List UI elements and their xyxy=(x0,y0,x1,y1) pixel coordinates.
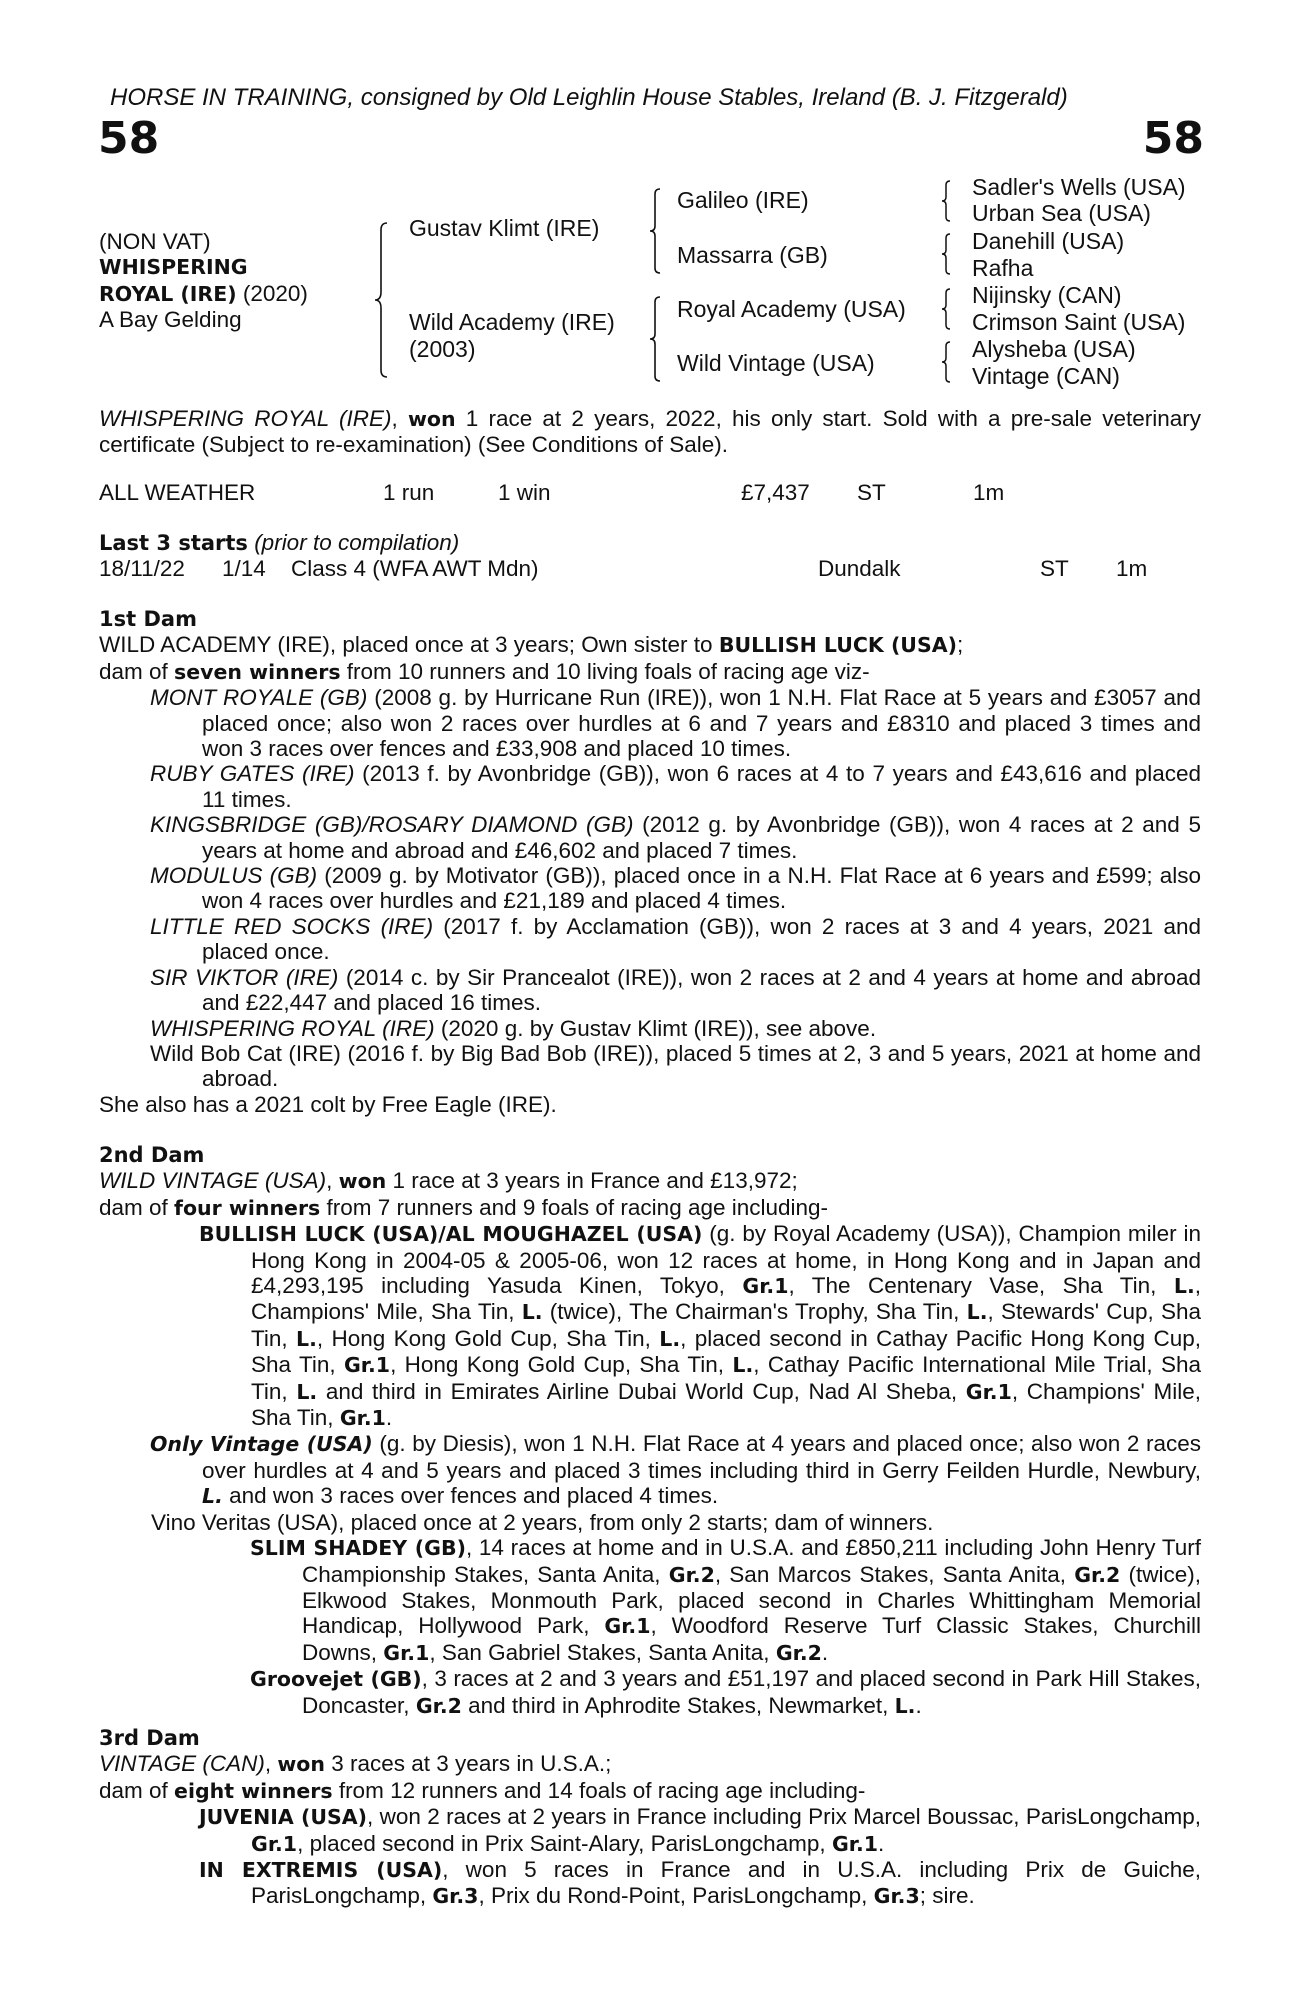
start-race: Class 4 (WFA AWT Mdn) xyxy=(291,556,539,581)
grade: L. xyxy=(659,1326,681,1351)
produce-name: SLIM SHADEY (GB) xyxy=(250,1536,466,1561)
grade: L. xyxy=(1173,1274,1195,1299)
horse-name-line2: ROYAL (IRE) xyxy=(99,282,237,306)
text: , placed second in Cathay Pacific Hong Kong Cup, Sha Tin, xyxy=(251,1325,1201,1378)
produce-text: (2009 g. by Motivator (GB)), placed once in a N.H. Flat Race at 6 years and £599; also won 4 races over hurdles and £21,189 and placed 4 times. xyxy=(202,863,1201,914)
text: , Hong Kong Gold Cup, Sha Tin, xyxy=(390,1352,733,1378)
produce-text: (2020 g. by Gustav Klimt (IRE)), see above. xyxy=(434,1015,877,1041)
third-dam-name: VINTAGE (CAN) xyxy=(99,1751,265,1777)
produce-name: WHISPERING ROYAL (IRE) xyxy=(150,1015,435,1041)
pedigree-sire: Gustav Klimt (IRE) xyxy=(409,215,600,241)
grade: Gr.1 xyxy=(965,1379,1012,1404)
text: . xyxy=(821,1639,829,1665)
produce-item xyxy=(99,761,1201,812)
horse-name-line2-wrap xyxy=(99,281,308,306)
produce-in-extremis xyxy=(99,1857,1201,1910)
grade: L. xyxy=(521,1300,543,1325)
grade: Gr.1 xyxy=(831,1831,879,1856)
produce-name: IN EXTREMIS (USA) xyxy=(199,1858,443,1883)
pedigree-dss: Nijinsky (CAN) xyxy=(972,282,1122,308)
second-dam-line1: 1 race at 3 years in France and £13,972; xyxy=(386,1168,798,1194)
third-dam-line2-end: from 12 runners and 14 foals of racing age including- xyxy=(332,1777,866,1803)
produce-text: (2016 f. by Big Bad Bob (IRE)), placed 5 times at 2, 3 and 5 years, 2021 at home and abroad. xyxy=(202,1040,1201,1092)
grade: Gr.1 xyxy=(383,1640,430,1665)
text: (g. by Royal Academy (USA)), Champion miler in Hong Kong in 2004-05 & 2005-06, won 12 races at home, in Hong Kong and in Japan and £4,293,195 including Yasuda Kinen, Tokyo, xyxy=(251,1221,1201,1299)
first-dam-line1: WILD ACADEMY (IRE), placed once at 3 years; Own sister to xyxy=(99,632,719,658)
text: , Stewards' Cup, Sha Tin, xyxy=(251,1299,1202,1351)
pedigree-dsd: Crimson Saint (USA) xyxy=(972,309,1186,335)
text: . xyxy=(385,1405,393,1431)
record-wins: 1 win xyxy=(498,480,551,505)
vat-status: (NON VAT) xyxy=(99,229,211,254)
pedigree-sds: Danehill (USA) xyxy=(972,228,1125,254)
race-summary: WHISPERING ROYAL (IRE), won 1 race at 2 years, 2022, his only start. Sold with a pre-sale veterinary certificate (Subject to re-examination) (See Conditions of Sale). xyxy=(99,406,1201,458)
record-distance: 1m xyxy=(973,480,1005,505)
produce-name: Groovejet (GB) xyxy=(250,1667,422,1692)
produce-name: Only Vintage (USA) xyxy=(150,1432,373,1457)
page-header: HORSE IN TRAINING, consigned by Old Leighlin House Stables, Ireland (B. J. Fitzgerald) xyxy=(110,84,1068,111)
third-dam-heading: 3rd Dam xyxy=(99,1726,200,1750)
first-dam-sister: BULLISH LUCK (USA) xyxy=(718,633,957,658)
brace-dd xyxy=(940,341,952,383)
produce-item xyxy=(99,914,1201,965)
produce-name: RUBY GATES (IRE) xyxy=(150,761,355,787)
produce-item xyxy=(99,812,1201,863)
horse-name-line1: WHISPERING xyxy=(99,255,248,279)
text: , Hong Kong Gold Cup, Sha Tin, xyxy=(316,1325,660,1351)
produce-name: BULLISH LUCK (USA)/AL MOUGHAZEL (USA) xyxy=(199,1222,703,1247)
summary-horse-name: WHISPERING ROYAL (IRE) xyxy=(99,406,392,431)
produce-text: (2013 f. by Avonbridge (GB)), won 6 races at 4 to 7 years and £43,616 and placed 11 times. xyxy=(202,761,1201,812)
pedigree-sdd: Rafha xyxy=(972,255,1034,281)
third-dam-line1: 3 races at 3 years in U.S.A.; xyxy=(324,1751,612,1777)
grade: Gr.1 xyxy=(742,1274,789,1299)
produce-name: MONT ROYALE (GB) xyxy=(150,685,368,711)
text: , won 2 races at 2 years in France including Prix Marcel Boussac, ParisLongchamp, xyxy=(367,1804,1201,1830)
produce-only-vintage xyxy=(99,1431,1201,1509)
pedigree-dam-year: (2003) xyxy=(409,336,476,362)
brace-dam xyxy=(648,296,662,382)
grade: Gr.1 xyxy=(251,1831,298,1856)
horse-year: (2020) xyxy=(236,281,308,306)
grade: Gr.2 xyxy=(1074,1562,1121,1587)
produce-text: (2017 f. by Acclamation (GB)), won 2 races at 3 and 4 years, 2021 and placed once. xyxy=(202,913,1201,965)
horse-description: A Bay Gelding xyxy=(99,307,242,332)
text: (g. by Diesis), won 1 N.H. Flat Race at 4 years and placed once; also won 2 races over hurdles at 4 and 5 years and placed 3 times including third in Gerry Feilden Hurdle, Newbury, xyxy=(202,1431,1201,1483)
pedigree-sd: Massarra (GB) xyxy=(677,242,828,268)
text: , Woodford Reserve Turf Classic Stakes, Churchill Downs, xyxy=(302,1613,1201,1665)
produce-item xyxy=(99,685,1201,761)
second-dam-heading: 2nd Dam xyxy=(99,1143,205,1167)
text: , placed second in Prix Saint-Alary, ParisLongchamp, xyxy=(297,1830,832,1856)
grade: Gr.3 xyxy=(432,1884,479,1909)
brace-main xyxy=(373,222,389,378)
produce-text: (2008 g. by Hurricane Run (IRE)), won 1 N.H. Flat Race at 5 years and £3057 and placed once; also won 2 races over hurdles at 6 and 7 years and £8310 and placed 3 times and won 3 races over fences and £33,908 and placed 10 times. xyxy=(202,685,1201,762)
text: and third in Aphrodite Stakes, Newmarket, xyxy=(461,1692,895,1718)
produce-name: LITTLE RED SOCKS (IRE) xyxy=(150,913,434,939)
third-dam-line2: dam of xyxy=(99,1777,175,1803)
first-dam-footer: She also has a 2021 colt by Free Eagle (IRE). xyxy=(99,1091,557,1117)
last-starts-heading xyxy=(99,530,459,555)
second-dam-line2: dam of xyxy=(99,1194,175,1220)
first-dam-line2: dam of xyxy=(99,658,175,684)
record-prize: £7,437 xyxy=(741,480,810,505)
produce-name: MODULUS (GB) xyxy=(150,863,318,889)
start-date: 18/11/22 xyxy=(99,556,185,581)
second-dam-line2-end: from 7 runners and 9 foals of racing age including- xyxy=(320,1194,829,1220)
text: . xyxy=(915,1692,922,1718)
text: . xyxy=(878,1830,885,1856)
text: , Cathay Pacific International Mile Trial, Sha Tin, xyxy=(251,1352,1201,1404)
text: , Champions' Mile, Sha Tin, xyxy=(251,1273,1201,1325)
produce-name: KINGSBRIDGE (GB)/ROSARY DIAMOND (GB) xyxy=(150,812,634,838)
grade: Gr.1 xyxy=(604,1614,651,1639)
produce-bullish-luck xyxy=(99,1221,1201,1431)
last-starts-title: Last 3 starts xyxy=(99,531,248,555)
text: , Champions' Mile, Sha Tin, xyxy=(251,1378,1202,1431)
grade: Gr.2 xyxy=(415,1693,462,1718)
second-dam-winners: four winners xyxy=(174,1195,321,1220)
text: , won 5 races in France and in U.S.A. including Prix de Guiche, ParisLongchamp, xyxy=(251,1857,1201,1909)
pedigree-dds: Alysheba (USA) xyxy=(972,336,1136,362)
produce-slim-shadey xyxy=(99,1535,1201,1666)
record-going: ST xyxy=(857,480,886,505)
start-distance: 1m xyxy=(1116,556,1148,581)
third-dam-section: 3rd Dam VINTAGE (CAN), won 3 races at 3 years in U.S.A.; dam of eight winners from 12 runners and 14 foals of racing age including- JUVENIA (USA), won 2 races at 2 years in France including Prix Marcel Boussac, ParisLongchamp, Gr.1, placed second in Prix Saint-Alary, ParisLongchamp, Gr.1. IN EXTREMIS (USA), won 5 races in France and in U.S.A. including Prix de Guiche, ParisLongchamp, Gr.3, Prix du Rond-Point, ParisLongchamp, Gr.3; sire. xyxy=(99,1726,1201,1909)
text: , Prix du Rond-Point, ParisLongchamp, xyxy=(478,1883,874,1909)
produce-groovejet xyxy=(99,1666,1201,1719)
brace-ds xyxy=(940,288,952,330)
produce-item xyxy=(99,1041,1201,1092)
pedigree-sss: Sadler's Wells (USA) xyxy=(972,174,1186,200)
grade: Gr.2 xyxy=(668,1562,715,1587)
lot-number-left: 58 xyxy=(98,113,160,164)
second-dam-name: WILD VINTAGE (USA) xyxy=(99,1168,327,1194)
grade: L. xyxy=(732,1353,754,1378)
pedigree-ss: Galileo (IRE) xyxy=(677,187,809,213)
last-starts-note: (prior to compilation) xyxy=(247,530,460,555)
pedigree-ds: Royal Academy (USA) xyxy=(677,296,906,322)
first-dam-winners: seven winners xyxy=(174,659,341,684)
first-dam-line2-end: from 10 runners and 10 living foals of racing age viz- xyxy=(340,658,870,684)
produce-name: JUVENIA (USA) xyxy=(199,1805,368,1830)
produce-text: (2014 c. by Sir Prancealot (IRE)), won 2 races at 2 and 4 years at home and abroad and £22,447 and placed 16 times. xyxy=(202,964,1201,1016)
grade: L. xyxy=(966,1300,988,1325)
produce-item xyxy=(99,965,1201,1016)
second-dam-won: won xyxy=(338,1169,387,1194)
produce-text: (2012 g. by Avonbridge (GB)), won 4 races at 2 and 5 years at home and abroad and £46,602 and placed 7 times. xyxy=(202,812,1201,863)
produce-item xyxy=(99,1016,1201,1041)
start-position: 1/14 xyxy=(222,556,266,581)
text: ; sire. xyxy=(919,1883,975,1909)
first-dam-section xyxy=(99,606,1201,1117)
grade: Gr.1 xyxy=(339,1406,386,1431)
grade: L. xyxy=(296,1326,317,1351)
grade: Gr.1 xyxy=(343,1353,391,1378)
brace-sd xyxy=(940,233,952,275)
first-dam-line1-end: ; xyxy=(956,632,964,658)
text: , San Gabriel Stakes, Santa Anita, xyxy=(429,1639,776,1665)
lot-number-right: 58 xyxy=(1142,113,1204,164)
summary-won: won xyxy=(407,407,456,431)
text: , 14 races at home and in U.S.A. and £850,211 including John Henry Turf Championship Stakes, Santa Anita, xyxy=(302,1535,1201,1587)
grade: Gr.2 xyxy=(775,1640,822,1665)
second-dam-section: 2nd Dam WILD VINTAGE (USA), won 1 race at 3 years in France and £13,972; dam of four winners from 7 runners and 9 foals of racing age including- BULLISH LUCK (USA)/AL MOUGHAZEL (USA) (g. by Royal Academy (USA)), Champion miler in Hong Kong in 2004-05 & 2005-06, won 12 races at home, in Hong Kong and in Japan and £4,293,195 including Yasuda Kinen, Tokyo, Gr.1, The Centenary Vase, Sha Tin, L., Champions' Mile, Sha Tin, L. (twice), The Chairman's Trophy, Sha Tin, L., Stewards' Cup, Sha Tin, L., Hong Kong Gold Cup, Sha Tin, L., placed second in Cathay Pacific Hong Kong Cup, Sha Tin, Gr.1, Hong Kong Gold Cup, Sha Tin, L., Cathay Pacific International Mile Trial, Sha Tin, L. and third in Emirates Airline Dubai World Cup, Nad Al Sheba, Gr.1, Champions' Mile, Sha Tin, Gr.1. Only Vintage (USA) (g. by Diesis), won 1 N.H. Flat Race at 4 years and placed once; also won 2 races over hurdles at 4 and 5 years and placed 3 times including third in Gerry Feilden Hurdle, Newbury, L. and won 3 races over fences and placed 4 times. Vino Veritas (USA), placed once at 2 years, from only 2 starts; dam of winners. SLIM SHADEY (GB), 14 races at home and in U.S.A. and £850,211 including John Henry Turf Championship Stakes, Santa Anita, Gr.2, San Marcos Stakes, Santa Anita, Gr.2 (twice), Elkwood Stakes, Monmouth Park, placed second in Charles Whittingham Memorial Handicap, Hollywood Park, Gr.1, Woodford Reserve Turf Classic Stakes, Churchill Downs, Gr.1, San Gabriel Stakes, Santa Anita, Gr.2. Groovejet (GB), 3 races at 2 and 3 years and £51,197 and placed second in Park Hill Stakes, Doncaster, Gr.2 and third in Aphrodite Stakes, Newmarket, L.. xyxy=(99,1143,1202,1718)
text: and third in Emirates Airline Dubai World Cup, Nad Al Sheba, xyxy=(317,1378,966,1404)
text: , 3 races at 2 and 3 years and £51,197 and placed second in Park Hill Stakes, Doncaster, xyxy=(302,1666,1201,1718)
produce-item xyxy=(99,863,1201,914)
produce-juvenia xyxy=(99,1804,1201,1857)
brace-ss xyxy=(940,180,952,222)
brace-sire xyxy=(648,188,662,274)
start-going: ST xyxy=(1040,556,1069,581)
pedigree-ssd: Urban Sea (USA) xyxy=(972,200,1151,226)
produce-vino-veritas: Vino Veritas (USA), placed once at 2 years, from only 2 starts; dam of winners. xyxy=(151,1509,934,1535)
grade: L. xyxy=(894,1693,916,1718)
text: (twice), The Chairman's Trophy, Sha Tin, xyxy=(542,1299,967,1325)
pedigree-ddd: Vintage (CAN) xyxy=(972,363,1120,389)
pedigree-dd: Wild Vintage (USA) xyxy=(677,350,875,376)
text: (twice), Elkwood Stakes, Monmouth Park, placed second in Charles Whittingham Memorial Handicap, Hollywood Park, xyxy=(302,1561,1202,1639)
pedigree-dam: Wild Academy (IRE) xyxy=(409,309,615,335)
record-runs: 1 run xyxy=(383,480,435,505)
third-dam-won: won xyxy=(277,1752,325,1777)
text: , The Centenary Vase, Sha Tin, xyxy=(788,1273,1174,1299)
grade: L. xyxy=(202,1484,223,1509)
text: , San Marcos Stakes, Santa Anita, xyxy=(714,1561,1075,1587)
produce-name: Wild Bob Cat (IRE) xyxy=(150,1040,341,1066)
record-surface: ALL WEATHER xyxy=(99,480,256,505)
start-course: Dundalk xyxy=(818,556,901,581)
summary-text: 1 race at 2 years, 2022, his only start. Sold with a pre-sale veterinary certificate (Subject to re-examination) (See Conditions of Sale). xyxy=(99,406,1201,458)
third-dam-winners: eight winners xyxy=(174,1778,333,1803)
grade: Gr.3 xyxy=(873,1884,920,1909)
produce-name: SIR VIKTOR (IRE) xyxy=(150,964,339,990)
first-dam-heading: 1st Dam xyxy=(99,607,197,631)
grade: L. xyxy=(296,1379,318,1404)
text: and won 3 races over fences and placed 4 times. xyxy=(222,1483,719,1509)
